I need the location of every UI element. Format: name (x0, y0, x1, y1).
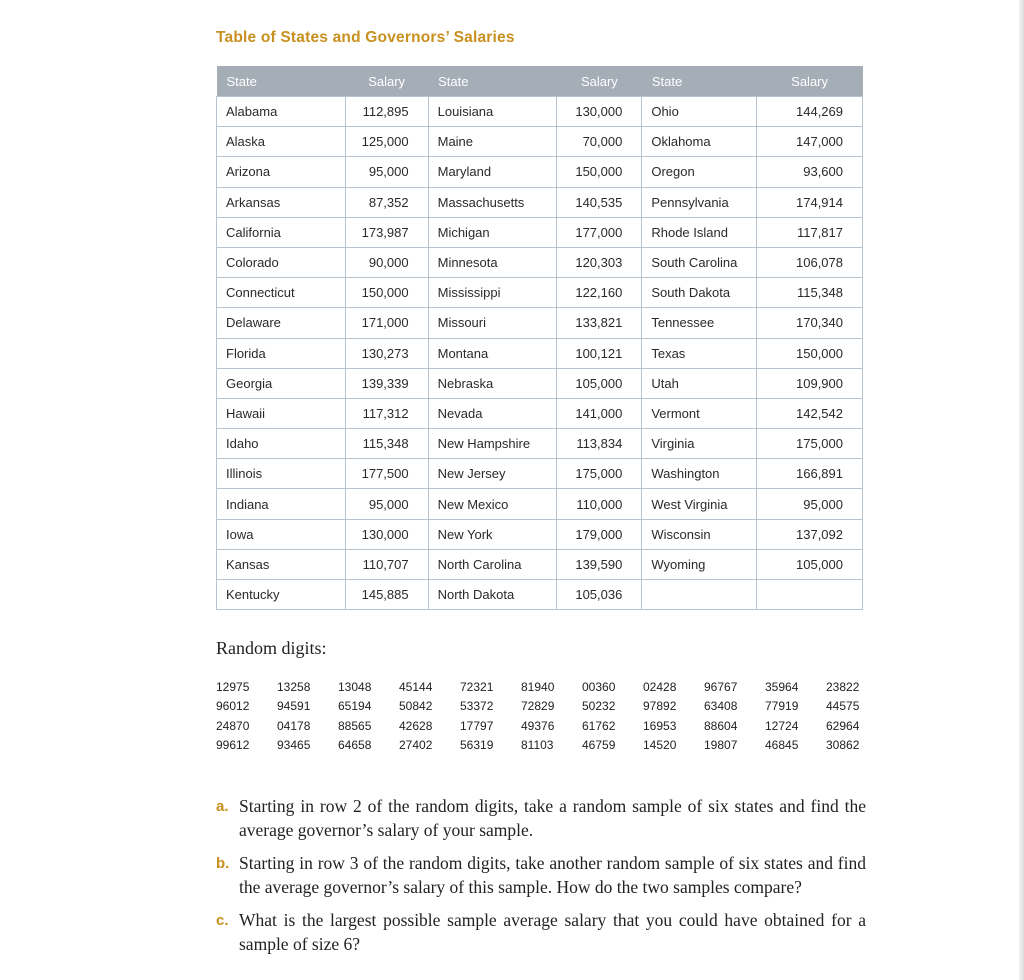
question-letter: c. (216, 912, 229, 929)
random-digits-label: Random digits: (216, 638, 327, 658)
salary-cell: 171,000 (345, 308, 428, 338)
digit-group: 46759 (582, 737, 616, 752)
state-cell: Iowa (217, 519, 346, 549)
table-row (217, 217, 863, 247)
digit-group: 12975 (216, 680, 250, 694)
digit-group: 30862 (826, 737, 860, 752)
digit-group: 23822 (826, 680, 860, 694)
salary-cell: 145,885 (345, 580, 428, 610)
salary-cell: 125,000 (345, 127, 428, 157)
digit-group: 72829 (521, 699, 555, 714)
salary-cell: 105,000 (557, 368, 642, 398)
salary-cell: 179,000 (557, 519, 642, 549)
table-header-row (217, 66, 863, 97)
state-cell: Pennsylvania (642, 187, 757, 217)
salary-cell: 150,000 (757, 338, 863, 368)
table-row (217, 549, 863, 579)
salary-cell: 117,312 (345, 398, 428, 428)
state-cell: New Mexico (428, 489, 557, 519)
table-row (217, 489, 863, 519)
salary-cell: 115,348 (757, 278, 863, 308)
state-cell: California (217, 217, 346, 247)
table-row (217, 398, 863, 428)
digit-group: 17797 (460, 718, 494, 733)
table-body (217, 97, 863, 610)
salary-cell: 166,891 (757, 459, 863, 489)
salary-cell: 147,000 (757, 127, 863, 157)
header-salary-3: Salary (757, 66, 863, 97)
digit-group: 44575 (826, 699, 860, 714)
table-row (217, 580, 863, 610)
table-row (217, 338, 863, 368)
digit-group: 53372 (460, 699, 494, 714)
digit-group: 46845 (765, 737, 799, 752)
salary-cell: 90,000 (345, 247, 428, 277)
state-cell: Colorado (217, 247, 346, 277)
state-cell: Tennessee (642, 308, 757, 338)
salary-cell: 175,000 (557, 459, 642, 489)
digit-group: 77919 (765, 699, 799, 714)
state-cell: Indiana (217, 489, 346, 519)
state-cell: Montana (428, 338, 557, 368)
state-cell: Florida (217, 338, 346, 368)
salary-cell: 130,000 (557, 97, 642, 127)
salary-cell: 177,500 (345, 459, 428, 489)
state-cell: Oklahoma (642, 127, 757, 157)
digit-group: 93465 (277, 737, 311, 752)
state-cell: South Carolina (642, 247, 757, 277)
salary-cell: 95,000 (345, 157, 428, 187)
state-cell: Alabama (217, 97, 346, 127)
salary-cell: 120,303 (557, 247, 642, 277)
state-cell: Maryland (428, 157, 557, 187)
digit-group: 45144 (399, 680, 433, 694)
state-cell: Wyoming (642, 549, 757, 579)
state-cell: Michigan (428, 217, 557, 247)
state-cell (642, 580, 757, 610)
state-cell: Nebraska (428, 368, 557, 398)
table-row (217, 187, 863, 217)
state-cell: Oregon (642, 157, 757, 187)
digit-group: 56319 (460, 737, 494, 752)
digit-group: 72321 (460, 680, 494, 694)
table-row (217, 127, 863, 157)
salary-cell (757, 580, 863, 610)
question-item (216, 852, 866, 899)
question-text: Starting in row 3 of the random digits, take another random sample of six states and find the average governor’s salary of this sample. How do the two samples compare? (239, 853, 866, 897)
salary-cell: 70,000 (557, 127, 642, 157)
salary-cell: 95,000 (345, 489, 428, 519)
state-cell: Mississippi (428, 278, 557, 308)
state-cell: Virginia (642, 429, 757, 459)
salary-cell: 115,348 (345, 429, 428, 459)
state-cell: New Hampshire (428, 429, 557, 459)
salary-cell: 139,590 (557, 549, 642, 579)
state-cell: North Carolina (428, 549, 557, 579)
salary-cell: 174,914 (757, 187, 863, 217)
header-state-1: State (217, 66, 346, 97)
table-row (217, 368, 863, 398)
state-cell: Delaware (217, 308, 346, 338)
salary-cell: 170,340 (757, 308, 863, 338)
digit-group: 00360 (582, 680, 616, 694)
state-cell: Washington (642, 459, 757, 489)
digit-group: 88604 (704, 718, 738, 733)
state-cell: Massachusetts (428, 187, 557, 217)
salary-table (216, 66, 863, 610)
state-cell: Louisiana (428, 97, 557, 127)
table-row (217, 429, 863, 459)
salary-cell: 110,000 (557, 489, 642, 519)
salary-cell: 144,269 (757, 97, 863, 127)
digit-group: 99612 (216, 737, 250, 752)
salary-cell: 109,900 (757, 368, 863, 398)
state-cell: Minnesota (428, 247, 557, 277)
state-cell: Hawaii (217, 398, 346, 428)
salary-cell: 87,352 (345, 187, 428, 217)
state-cell: Utah (642, 368, 757, 398)
state-cell: South Dakota (642, 278, 757, 308)
salary-cell: 130,000 (345, 519, 428, 549)
state-cell: Kentucky (217, 580, 346, 610)
salary-cell: 110,707 (345, 549, 428, 579)
digit-group: 88565 (338, 718, 372, 733)
salary-cell: 93,600 (757, 157, 863, 187)
digit-group: 64658 (338, 737, 372, 752)
digit-group: 49376 (521, 718, 555, 733)
table-row (217, 247, 863, 277)
digit-group: 14520 (643, 737, 677, 752)
digit-group: 19807 (704, 737, 738, 752)
question-text: Starting in row 2 of the random digits, take a random sample of six states and find the average governor’s salary of your sample. (239, 796, 866, 840)
digit-group: 63408 (704, 699, 738, 714)
salary-cell: 130,273 (345, 338, 428, 368)
question-text: What is the largest possible sample average salary that you could have obtained for a sample of size 6? (239, 910, 866, 954)
digit-group: 50842 (399, 699, 433, 714)
digit-group: 24870 (216, 718, 250, 733)
salary-cell: 105,036 (557, 580, 642, 610)
question-item (216, 795, 866, 842)
salary-cell: 175,000 (757, 429, 863, 459)
salary-cell: 150,000 (345, 278, 428, 308)
header-state-2: State (428, 66, 557, 97)
state-cell: Ohio (642, 97, 757, 127)
salary-cell: 117,817 (757, 217, 863, 247)
state-cell: New Jersey (428, 459, 557, 489)
state-cell: Georgia (217, 368, 346, 398)
digit-group: 81940 (521, 680, 555, 694)
question-item (216, 909, 866, 956)
digit-group: 96012 (216, 699, 250, 714)
questions-list (216, 795, 866, 966)
digit-group: 02428 (643, 680, 677, 694)
table-row (217, 308, 863, 338)
digit-group: 42628 (399, 718, 433, 733)
digit-group: 94591 (277, 699, 311, 714)
state-cell: Illinois (217, 459, 346, 489)
table-row (217, 278, 863, 308)
table-row (217, 157, 863, 187)
question-letter: a. (216, 798, 229, 815)
salary-cell: 150,000 (557, 157, 642, 187)
digit-group: 13258 (277, 680, 311, 694)
table-row (217, 519, 863, 549)
salary-cell: 139,339 (345, 368, 428, 398)
digit-group: 04178 (277, 718, 311, 733)
salary-cell: 122,160 (557, 278, 642, 308)
table-row (217, 459, 863, 489)
salary-cell: 113,834 (557, 429, 642, 459)
state-cell: Rhode Island (642, 217, 757, 247)
salary-cell: 106,078 (757, 247, 863, 277)
digit-group: 12724 (765, 718, 799, 733)
question-letter: b. (216, 855, 230, 872)
state-cell: Idaho (217, 429, 346, 459)
salary-cell: 141,000 (557, 398, 642, 428)
digit-group: 97892 (643, 699, 677, 714)
state-cell: Maine (428, 127, 557, 157)
state-cell: New York (428, 519, 557, 549)
state-cell: Wisconsin (642, 519, 757, 549)
table-row (217, 97, 863, 127)
header-salary-1: Salary (345, 66, 428, 97)
salary-cell: 173,987 (345, 217, 428, 247)
table-title: Table of States and Governors’ Salaries (216, 29, 515, 46)
salary-cell: 133,821 (557, 308, 642, 338)
state-cell: Missouri (428, 308, 557, 338)
salary-cell: 105,000 (757, 549, 863, 579)
digit-group: 61762 (582, 718, 616, 733)
state-cell: Alaska (217, 127, 346, 157)
salary-cell: 177,000 (557, 217, 642, 247)
digit-group: 16953 (643, 718, 677, 733)
state-cell: Vermont (642, 398, 757, 428)
digit-group: 13048 (338, 680, 372, 694)
state-cell: West Virginia (642, 489, 757, 519)
salary-cell: 100,121 (557, 338, 642, 368)
salary-cell: 142,542 (757, 398, 863, 428)
digit-group: 81103 (521, 737, 554, 752)
state-cell: North Dakota (428, 580, 557, 610)
state-cell: Connecticut (217, 278, 346, 308)
digit-group: 96767 (704, 680, 738, 694)
salary-cell: 112,895 (345, 97, 428, 127)
digit-group: 50232 (582, 699, 616, 714)
salary-cell: 95,000 (757, 489, 863, 519)
salary-cell: 140,535 (557, 187, 642, 217)
state-cell: Nevada (428, 398, 557, 428)
state-cell: Arkansas (217, 187, 346, 217)
header-state-3: State (642, 66, 757, 97)
state-cell: Kansas (217, 549, 346, 579)
digit-group: 62964 (826, 718, 860, 733)
state-cell: Texas (642, 338, 757, 368)
digit-group: 27402 (399, 737, 433, 752)
digit-group: 35964 (765, 680, 799, 694)
state-cell: Arizona (217, 157, 346, 187)
header-salary-2: Salary (557, 66, 642, 97)
digit-group: 65194 (338, 699, 372, 714)
page-edge (1019, 0, 1024, 980)
salary-cell: 137,092 (757, 519, 863, 549)
